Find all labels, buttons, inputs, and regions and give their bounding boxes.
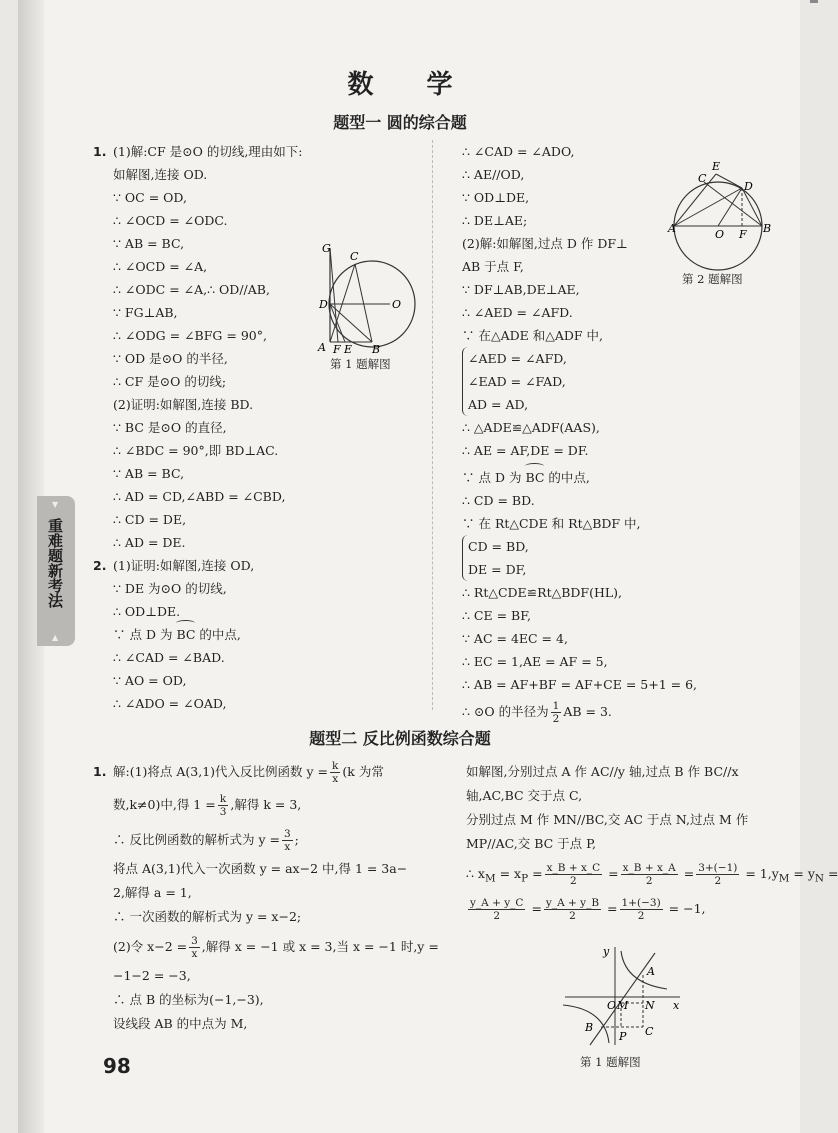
fig1-label: C: [350, 250, 359, 263]
frac-den: x: [332, 773, 339, 785]
text-fragment: =: [679, 866, 695, 881]
fig2-line-ae: [674, 174, 716, 226]
fig2-line-od: [718, 188, 742, 226]
text-line: ∴ OD⊥DE.: [113, 604, 181, 619]
text-line: AB 于点 F,: [462, 259, 524, 274]
frac-num: y_A + y_B: [545, 896, 600, 909]
fig2-label: O: [715, 228, 725, 241]
frac-den: 2: [637, 909, 645, 922]
q1-line: [93, 140, 303, 163]
fig3-label: M: [617, 999, 629, 1012]
text-line: ∵ AO = OD,: [113, 673, 187, 688]
text-line: ∴ 一次函数的解析式为 y = x−2;: [113, 909, 302, 924]
text-fragment: =: [603, 900, 618, 916]
text-fragment: = y: [789, 866, 815, 881]
figure-1-caption: 第 1 题解图: [330, 357, 391, 371]
figure-1: [300, 238, 420, 358]
text-line: [93, 793, 439, 818]
fraction: [545, 862, 603, 887]
text-line: ∴ ∠ODC = ∠A,∴ OD//AB,: [113, 282, 270, 297]
frac-den: 3: [219, 806, 227, 818]
tab-label: 重难题新考法: [46, 518, 64, 608]
fig1-label: A: [318, 341, 326, 354]
frac-den: 2: [493, 909, 501, 922]
arc-bc: BC: [525, 466, 544, 489]
subscript: N: [814, 872, 825, 885]
text-line: −1−2 = −3,: [113, 968, 191, 983]
text-line: ∴ ∠ADO = ∠OAD,: [113, 696, 227, 711]
fraction-k-3: [218, 793, 229, 818]
figure-3: [555, 945, 685, 1050]
text-fragment: ,解得 x = −1 或 x = 3,当 x = −1 时,y =: [201, 939, 439, 954]
fig2-label: F: [739, 228, 747, 241]
text-line: ∴ CD = BD.: [462, 493, 535, 508]
text-line: (2)解:如解图,过点 D 作 DF⊥: [462, 236, 628, 251]
text-line: (1)解:CF 是⊙O 的切线,理由如下:: [113, 144, 303, 159]
text-line: ∴ AE//OD,: [462, 167, 525, 182]
text-line: ∵ 在△ADE 和△ADF 中,: [462, 328, 604, 343]
fig1-line-ac: [330, 264, 355, 342]
fig1-label: G: [322, 242, 331, 255]
subscript: M: [778, 872, 790, 885]
figure-2: [668, 160, 778, 240]
page-title: 数 学: [347, 70, 475, 100]
text-line: ∵ OC = OD,: [113, 190, 187, 205]
s2-right-column: [466, 760, 838, 922]
fig1-label: E: [344, 343, 353, 356]
text-line: ∴ ∠CAD = ∠ADO,: [462, 144, 575, 159]
text-line: 轴,AC,BC 交于点 C,: [466, 788, 583, 803]
frac-num: 3+(−1): [698, 862, 738, 874]
text-fragment: 的中点,: [548, 470, 590, 485]
s2-left-column: [93, 760, 439, 1036]
text-line: 如解图,连接 OD.: [113, 167, 208, 182]
text-line: ∵ OD⊥DE,: [462, 190, 530, 205]
fig1-line-cb: [355, 264, 372, 342]
text-line: CD = BD,: [468, 539, 529, 554]
text-fragment: ∵ 点 D 为: [113, 627, 173, 642]
text-line: ∴ △ADE≌△ADF(AAS),: [462, 420, 600, 435]
fraction: [468, 897, 525, 922]
text-line: [462, 466, 697, 489]
question-number: 1.: [93, 144, 107, 159]
fraction-3-x: [189, 935, 200, 960]
fig3-label: x: [673, 999, 680, 1012]
fraction: [620, 897, 663, 922]
subscript: M: [484, 872, 496, 885]
text-line: ∴ AD = DE.: [113, 535, 186, 550]
q2-line: [93, 554, 303, 577]
text-fragment: =: [527, 900, 542, 916]
text-line: ∴ ∠BDC = 90°,即 BD⊥AC.: [113, 443, 279, 458]
fig3-label: B: [585, 1021, 594, 1034]
text-fragment: ∴ ⊙O 的半径为: [462, 704, 549, 719]
question-number: 1.: [93, 764, 107, 779]
text-fragment: ,解得 k = 3,: [230, 797, 302, 812]
text-line: MP//AC,交 BC 于点 P,: [466, 836, 597, 851]
print-mark: [810, 0, 818, 3]
fig1-label: B: [372, 343, 381, 356]
frac-num: 1: [552, 700, 560, 712]
frac-num: 3: [191, 935, 198, 947]
figure-2-caption: 第 2 题解图: [682, 272, 743, 286]
text-line: ∵ FG⊥AB,: [113, 305, 178, 320]
text-fragment: =: [824, 866, 838, 881]
text-line: ∴ CE = BF,: [462, 608, 531, 623]
text-line: ∴ AD = CD,∠ABD = ∠CBD,: [113, 489, 286, 504]
text-line: ∴ EC = 1,AE = AF = 5,: [462, 654, 608, 669]
text-line: ∴ AE = AF,DE = DF.: [462, 443, 589, 458]
text-fragment: = x: [495, 866, 522, 881]
text-line: ∵ 在 Rt△CDE 和 Rt△BDF 中,: [462, 516, 641, 531]
fig3-label: P: [619, 1030, 627, 1043]
fig3-label: y: [603, 945, 610, 958]
text-line: ∴ ∠ODG = ∠BFG = 90°,: [113, 328, 267, 343]
text-fragment: ;: [294, 832, 299, 847]
text-line: ∵ DF⊥AB,DE⊥AE,: [462, 282, 580, 297]
question-number: 2.: [93, 558, 107, 573]
text-line: ∴ ∠OCD = ∠A,: [113, 259, 208, 274]
frac-den: 2: [645, 875, 653, 887]
fig3-label: A: [647, 965, 655, 978]
brace-group-2: [462, 535, 697, 581]
frac-num: 1+(−3): [621, 896, 661, 909]
text-line: ∵ OD 是⊙O 的半径,: [113, 351, 228, 366]
frac-den: x: [284, 841, 291, 853]
text-line: ∴ CD = DE,: [113, 512, 187, 527]
text-fragment: 解:(1)将点 A(3,1)代入反比例函数 y =: [113, 764, 329, 779]
brace-group-1: [462, 347, 697, 416]
fraction: [621, 862, 678, 887]
figure-3-caption: 第 1 题解图: [580, 1055, 641, 1069]
text-line: ∴ CF 是⊙O 的切线;: [113, 374, 227, 389]
frac-den: 2: [570, 875, 577, 887]
column-divider: [432, 140, 433, 710]
fig2-label: E: [712, 160, 721, 173]
text-fragment: (k 为常: [342, 764, 384, 779]
tab-arrow-down-icon: ▲: [52, 633, 59, 642]
fig3-curve-q1: [621, 951, 667, 989]
frac-den: 2: [569, 909, 576, 922]
text-fragment: (2)令 x−2 =: [113, 939, 188, 954]
page-number: 98: [103, 1054, 131, 1078]
text-line: ∵ AB = BC,: [113, 466, 185, 481]
text-fragment: = −1,: [664, 900, 706, 916]
fig3-label: O: [607, 999, 617, 1012]
text-line: 如解图,分别过点 A 作 AC//y 轴,过点 B 作 BC//x: [466, 764, 739, 779]
fig2-label: C: [698, 172, 707, 185]
s1-right-column: [462, 140, 697, 725]
fig2-line-ed: [716, 174, 742, 188]
fig1-label: O: [392, 298, 402, 311]
fraction: [544, 897, 601, 922]
frac-num: x_B + x_C: [546, 862, 601, 874]
section-heading-2: 题型二 反比例函数综合题: [309, 729, 491, 748]
text-line: [93, 935, 439, 960]
text-line: [93, 623, 303, 646]
text-fragment: AB = 3.: [563, 704, 612, 719]
fig3-label: C: [645, 1025, 654, 1038]
fig2-label: A: [668, 222, 676, 235]
text-line: 分别过点 M 作 MN//BC,交 AC 于点 N,过点 M 作: [466, 812, 749, 827]
text-line: ∴ AB = AF+BF = AF+CE = 5+1 = 6,: [462, 677, 698, 692]
frac-den: 2: [552, 713, 560, 725]
subscript: P: [521, 872, 529, 885]
fraction-k-x: [330, 760, 340, 785]
text-fragment: ∴ 反比例函数的解析式为 y =: [113, 832, 280, 847]
frac-num: y_A + y_C: [470, 896, 524, 909]
arc-bc: BC: [176, 623, 195, 646]
fig2-line-ad: [674, 188, 742, 226]
fig2-label: D: [744, 180, 753, 193]
text-line: [93, 760, 439, 785]
text-fragment: = 1,y: [741, 866, 779, 881]
text-line: 设线段 AB 的中点为 M,: [113, 1016, 248, 1031]
text-line: [466, 862, 838, 891]
text-line: AD = AD,: [468, 397, 529, 412]
text-line: 2,解得 a = 1,: [113, 885, 192, 900]
text-line: [466, 897, 838, 922]
fraction-half: [551, 700, 562, 725]
text-fragment: 数,k≠0)中,得 1 =: [113, 797, 216, 812]
frac-num: k: [218, 793, 229, 806]
text-line: (1)证明:如解图,连接 OD,: [113, 558, 255, 573]
text-line: ∠AED = ∠AFD,: [468, 351, 567, 366]
text-line: ∵ BC 是⊙O 的直径,: [113, 420, 227, 435]
text-line: ∠EAD = ∠FAD,: [468, 374, 566, 389]
fig2-label: B: [763, 222, 772, 235]
text-fragment: ∴ x: [466, 866, 485, 881]
text-fragment: ∵ 点 D 为: [462, 470, 522, 485]
fraction: [696, 862, 739, 887]
fig1-label: F: [333, 343, 341, 356]
text-fragment: 的中点,: [199, 627, 241, 642]
text-line: ∵ AB = BC,: [113, 236, 185, 251]
text-line: ∵ DE 为⊙O 的切线,: [113, 581, 227, 596]
fraction-3-x: [282, 828, 293, 853]
s1-left-column: [93, 140, 303, 715]
fig2-line-db: [742, 188, 762, 226]
fig3-label: N: [645, 999, 655, 1012]
text-line: ∵ AC = 4EC = 4,: [462, 631, 568, 646]
section-heading-1: 题型一 圆的综合题: [333, 113, 467, 132]
text-line: ∴ ∠CAD = ∠BAD.: [113, 650, 225, 665]
text-line: ∴ ∠AED = ∠AFD.: [462, 305, 573, 320]
fig1-label: D: [319, 298, 328, 311]
side-tab: [37, 496, 75, 646]
text-line: DE = DF,: [468, 562, 527, 577]
text-fragment: =: [528, 866, 543, 881]
text-line: ∴ 点 B 的坐标为(−1,−3),: [113, 992, 264, 1007]
frac-den: 2: [714, 875, 722, 887]
text-line: ∴ ∠OCD = ∠ODC.: [113, 213, 228, 228]
text-line: [93, 828, 439, 853]
tab-arrow-up-icon: ▼: [52, 500, 59, 509]
text-line: (2)证明:如解图,连接 BD.: [113, 397, 254, 412]
text-line: ∴ Rt△CDE≌Rt△BDF(HL),: [462, 585, 623, 600]
text-line: 将点 A(3,1)代入一次函数 y = ax−2 中,得 1 = 3a−: [113, 861, 408, 876]
frac-num: k: [332, 760, 339, 772]
text-line: [462, 700, 697, 725]
frac-den: x: [191, 948, 198, 960]
text-fragment: =: [604, 866, 619, 881]
frac-num: 3: [283, 828, 291, 840]
text-line: ∴ DE⊥AE;: [462, 213, 528, 228]
frac-num: x_B + x_A: [622, 862, 676, 874]
